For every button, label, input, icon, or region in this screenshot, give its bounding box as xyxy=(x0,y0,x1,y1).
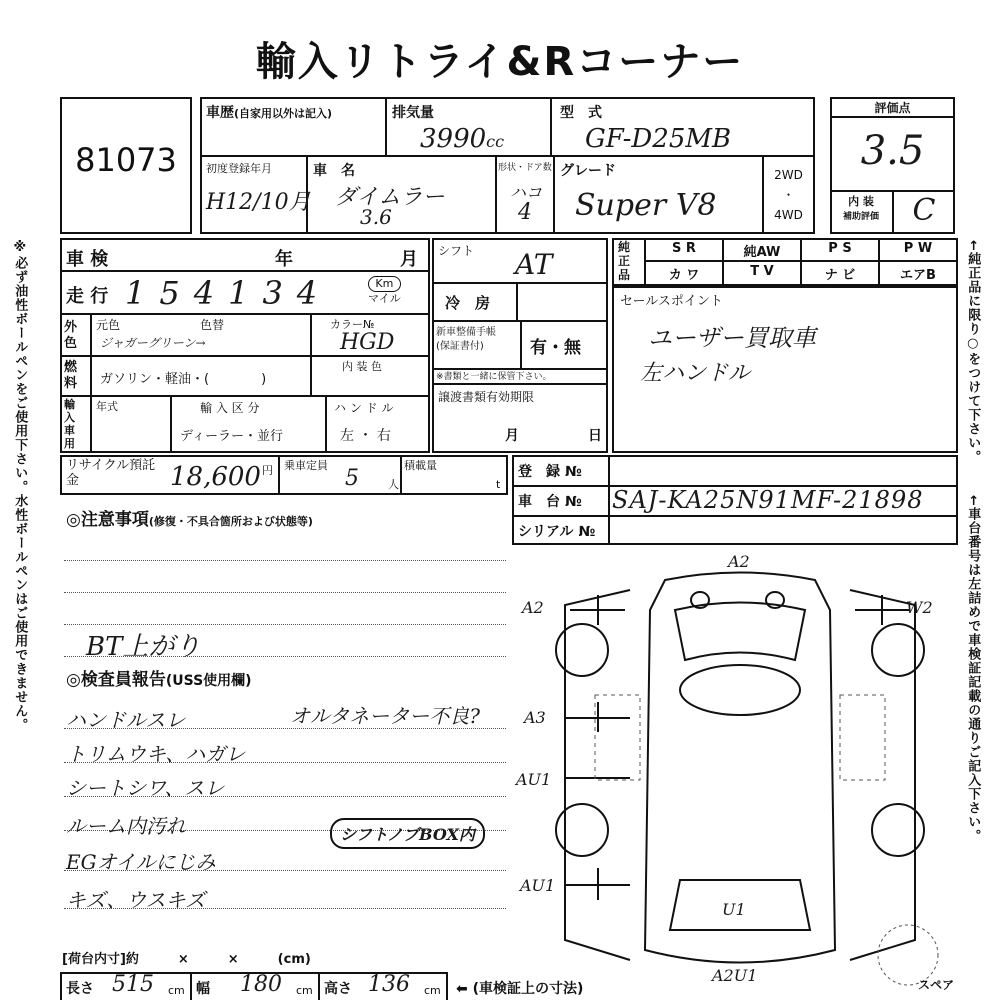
transfer-day: 日 xyxy=(588,428,602,444)
shape-value: ハコ xyxy=(510,183,543,202)
history-label: 車歴(自家用以外は記入) xyxy=(206,105,333,121)
grade-label: グレード xyxy=(560,163,616,179)
equip-sr: S R xyxy=(672,241,696,256)
lot-number: 81073 xyxy=(75,141,177,179)
load-ton: t xyxy=(496,478,501,491)
spare-label: スペア xyxy=(918,978,955,992)
length-cm: cm xyxy=(168,984,185,997)
reg-no-label: 登 録 № xyxy=(518,464,582,480)
equip-tv: T V xyxy=(750,264,774,279)
equip-airbag: エアB xyxy=(900,268,936,283)
report-4: ルーム内汚れ xyxy=(66,814,186,838)
fuel-options: ガソリン・軽油・( ) xyxy=(100,372,267,387)
caution-1: BT上がり xyxy=(86,632,201,662)
page-title: 輸入リトライ&Rコーナー xyxy=(255,39,745,85)
report-1b: オルタネーター不良? xyxy=(290,704,480,728)
recycle-label: リサイクル預託金 xyxy=(66,458,156,488)
recycle-value: 18,600 xyxy=(170,462,261,492)
length-label: 長さ xyxy=(66,981,94,997)
ac-label: 冷 房 xyxy=(445,294,491,312)
cargo-label: [荷台内寸]約 × × (cm) xyxy=(62,952,311,967)
shaken-year: 年 xyxy=(275,249,293,270)
transfer-label: 譲渡書類有効期限 xyxy=(438,390,535,404)
equip-navi: ナ ビ xyxy=(824,268,856,283)
shaken-month: 月 xyxy=(400,249,418,270)
car-name-value: ダイムラー xyxy=(335,185,445,210)
car-name-label: 車 名 xyxy=(313,163,355,179)
width-value: 180 xyxy=(240,972,282,997)
handle-options: 左 ・ 右 xyxy=(340,428,391,444)
import-options: ディーラー・並行 xyxy=(180,429,283,444)
model-year-label: 年式 xyxy=(96,400,118,413)
width-cm: cm xyxy=(296,984,313,997)
sales-point-label: セールスポイント xyxy=(620,294,723,309)
import-type-label: 輸 入 区 分 xyxy=(200,401,260,415)
import-car-label: 輸入車用 xyxy=(64,398,75,450)
report-4b: シフトノブBOX内 xyxy=(330,818,485,849)
capacity-label: 乗車定員 xyxy=(284,459,328,472)
handle-label: ハ ン ド ル xyxy=(334,401,394,415)
chassis-value: SAJ-KA25N91MF-21898 xyxy=(612,486,924,514)
mileage-value: 154134 xyxy=(125,274,332,312)
mileage-unit: Km マイル xyxy=(368,277,401,305)
chassis-no-label: 車 台 № xyxy=(518,494,582,510)
cert-note: ⬅ (車検証上の寸法) xyxy=(456,981,584,997)
serial-no-label: シリアル № xyxy=(518,524,596,540)
score-label: 評価点 xyxy=(874,101,911,115)
length-value: 515 xyxy=(112,972,154,997)
mark-left-mid: A3 xyxy=(524,708,546,727)
equip-aw: 純AW xyxy=(743,245,781,260)
displacement-label: 排気量 xyxy=(392,105,434,121)
shape-doors-label: 形状・ドア数 xyxy=(498,163,552,173)
capacity-value: 5 xyxy=(345,466,359,491)
grade-value: Super V8 xyxy=(575,188,717,223)
report-6: キズ、ウスキズ xyxy=(66,888,206,912)
doors-value: 4 xyxy=(518,200,532,225)
side-note-left: ※必ず油性ボールペンをご使用下さい。水性ボールペンはご使用できません。 xyxy=(12,240,28,732)
drive-type: 2WD ・ 4WD xyxy=(774,168,803,222)
first-reg-value: H12/10月 xyxy=(206,190,311,215)
equip-pw: P W xyxy=(903,241,933,256)
orig-color-label: 元色 xyxy=(96,318,121,332)
load-label: 積載量 xyxy=(404,459,437,472)
shaken-label: 車 検 xyxy=(66,249,109,270)
color-code: HGD xyxy=(340,330,395,355)
model-label: 型 式 xyxy=(560,105,602,121)
report-1: ハンドルスレ xyxy=(66,708,186,732)
maint-note: ※書類と一緒に保管下さい。 xyxy=(436,372,552,382)
interior-label: 内 装 補助評価 xyxy=(842,195,879,222)
interior-grade: C xyxy=(912,193,936,228)
lot-number-box xyxy=(60,97,192,234)
displacement-value: 3990cc xyxy=(420,124,505,154)
sales-point-1: ユーザー買取車 xyxy=(648,324,816,352)
report-5: EGオイルにじみ xyxy=(66,850,216,874)
height-value: 136 xyxy=(368,972,410,997)
mark-bottom: A2U1 xyxy=(712,966,758,985)
equip-leather: カ ワ xyxy=(668,268,700,283)
transfer-month: 月 xyxy=(505,428,519,444)
side-note-right-1: ←純正品に限り○をつけて下さい。 xyxy=(965,240,981,464)
int-color-label: 内 装 色 xyxy=(342,360,382,373)
ext-color-label: 外色 xyxy=(64,320,78,351)
sales-point-2: 左ハンドル xyxy=(640,361,751,386)
maint-book-label: 新車整備手帳 (保証書付) xyxy=(436,327,496,352)
orig-color-value: ジャガーグリーン→ xyxy=(100,336,206,350)
equip-ps: P S xyxy=(828,241,852,256)
width-label: 幅 xyxy=(196,981,210,997)
first-reg-label: 初度登録年月 xyxy=(206,162,272,175)
mark-top: A2 xyxy=(728,552,750,571)
car-damage-diagram xyxy=(530,550,960,990)
color-change-label: 色替 xyxy=(200,318,225,332)
mark-left-rear: AU1 xyxy=(516,770,552,789)
color-no-label: カラー№ xyxy=(330,318,375,331)
mileage-label: 走 行 xyxy=(66,286,109,307)
capacity-person: 人 xyxy=(388,478,399,491)
cautions-title: ◎注意事項(修復・不具合箇所および状態等) xyxy=(66,510,313,530)
car-name-value-2: 3.6 xyxy=(360,205,392,229)
mark-left-bottom: AU1 xyxy=(520,876,556,895)
maint-book-value: 有・無 xyxy=(530,338,581,358)
mark-front-left: A2 xyxy=(522,598,544,617)
fuel-label: 燃料 xyxy=(64,360,78,391)
height-cm: cm xyxy=(424,984,441,997)
report-2: トリムウキ、ハガレ xyxy=(66,742,246,766)
mark-rear: U1 xyxy=(722,900,746,919)
mark-front-right: W2 xyxy=(906,598,933,617)
report-3: シートシワ、スレ xyxy=(66,776,225,800)
recycle-yen: 円 xyxy=(262,464,273,477)
shift-label: シフト xyxy=(438,244,475,258)
score-value: 3.5 xyxy=(860,128,925,174)
side-note-right-2: ←車台番号は左詰めで車検証記載の通りご記入下さい。 xyxy=(965,495,981,843)
height-label: 高さ xyxy=(324,981,352,997)
model-value: GF-D25MB xyxy=(585,124,732,154)
genuine-label: 純正品 xyxy=(618,240,631,282)
shift-value: AT xyxy=(515,248,553,281)
inspector-title: ◎検査員報告(USS使用欄) xyxy=(66,670,252,690)
